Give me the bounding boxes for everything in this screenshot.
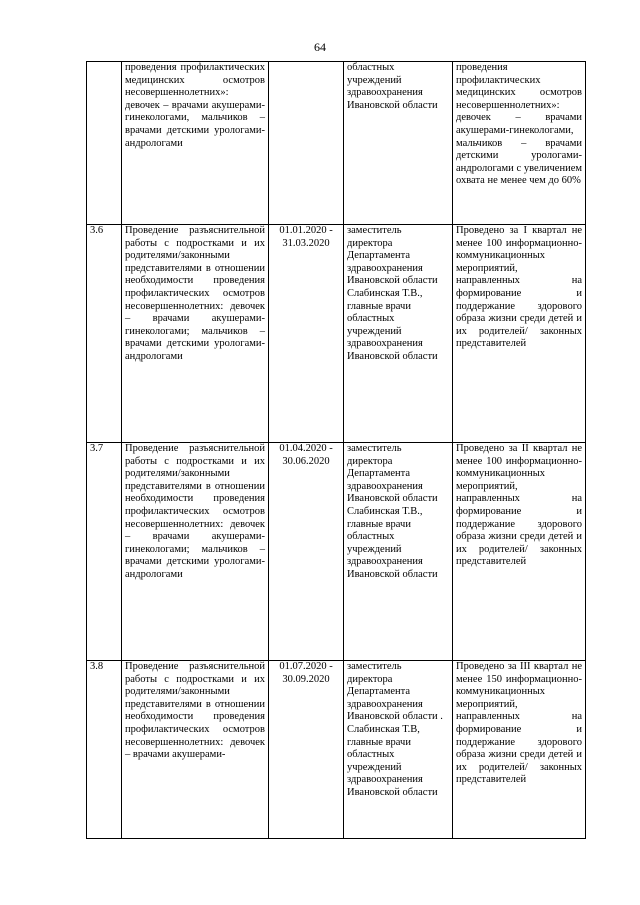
- table-row: [87, 661, 586, 839]
- result-cell: проведения профилактических медицинских осмотров несовершеннолетних»: девочек – врачами акушерами-гинекологами, мальчиков – врачами детскими урологами-андрологами с увеличением охвата не менее чем до 60%: [453, 62, 586, 225]
- period-cell: 01.01.2020 - 31.03.2020: [269, 225, 344, 443]
- executor-cell: заместитель директора Департамента здравоохранения Ивановской области Слабинская Т.В., главные врачи областных учреждений здравоохранения Ивановской области: [344, 443, 453, 661]
- row-number: [87, 62, 122, 225]
- table-row: [87, 443, 586, 661]
- executor-cell: заместитель директора Департамента здравоохранения Ивановской области Слабинская Т.В., главные врачи областных учреждений здравоохранения Ивановской области: [344, 225, 453, 443]
- row-number: 3.6: [87, 225, 122, 443]
- period-cell: 01.07.2020 - 30.09.2020: [269, 661, 344, 839]
- row-number: 3.8: [87, 661, 122, 839]
- activity-cell: проведения профилактических медицинских осмотров несовершеннолетних»: девочек – врачами акушерами-гинекологами, мальчиков – врачами детскими урологами-андрологами: [122, 62, 269, 225]
- row-number: 3.7: [87, 443, 122, 661]
- executor-cell: заместитель директора Департамента здравоохранения Ивановской области . Слабинская Т.В, главные врачи областных учреждений здравоохранения Ивановской области: [344, 661, 453, 839]
- result-cell: Проведено за II квартал не менее 100 информационно-коммуникационных мероприятий, направленных на формирование и поддержание здорового образа жизни среди детей и их родителей/ законных представителей: [453, 443, 586, 661]
- activity-cell: Проведение разъяснительной работы с подростками и их родителями/законными представителями в отношении необходимости проведения профилактических осмотров несовершеннолетних: девочек – врачами акушерами-гинекологами; мальчиков – врачами детскими урологами-андрологами: [122, 225, 269, 443]
- table-row: [87, 225, 586, 443]
- table-row: [87, 62, 586, 225]
- result-cell: Проведено за III квартал не менее 150 информационно-коммуникационных мероприятий, направленных на формирование и поддержание здорового образа жизни среди детей и их родителей/ законных представителей: [453, 661, 586, 839]
- result-cell: Проведено за I квартал не менее 100 информационно-коммуникационных мероприятий, направленных на формирование и поддержание здорового образа жизни среди детей и их родителей/ законных представителей: [453, 225, 586, 443]
- activity-cell: Проведение разъяснительной работы с подростками и их родителями/законными представителями в отношении необходимости проведения профилактических осмотров несовершеннолетних: девочек – врачами акушерами-гинекологами; мальчиков – врачами детскими урологами-андрологами: [122, 443, 269, 661]
- executor-cell: областных учреждений здравоохранения Ивановской области: [344, 62, 453, 225]
- period-cell: 01.04.2020 - 30.06.2020: [269, 443, 344, 661]
- period-cell: [269, 62, 344, 225]
- plan-table: [86, 61, 586, 839]
- activity-cell: Проведение разъяснительной работы с подростками и их родителями/законными представителями в отношении необходимости проведения профилактических осмотров несовершеннолетних: девочек – врачами акушерами-: [122, 661, 269, 839]
- page-number: 64: [314, 40, 326, 54]
